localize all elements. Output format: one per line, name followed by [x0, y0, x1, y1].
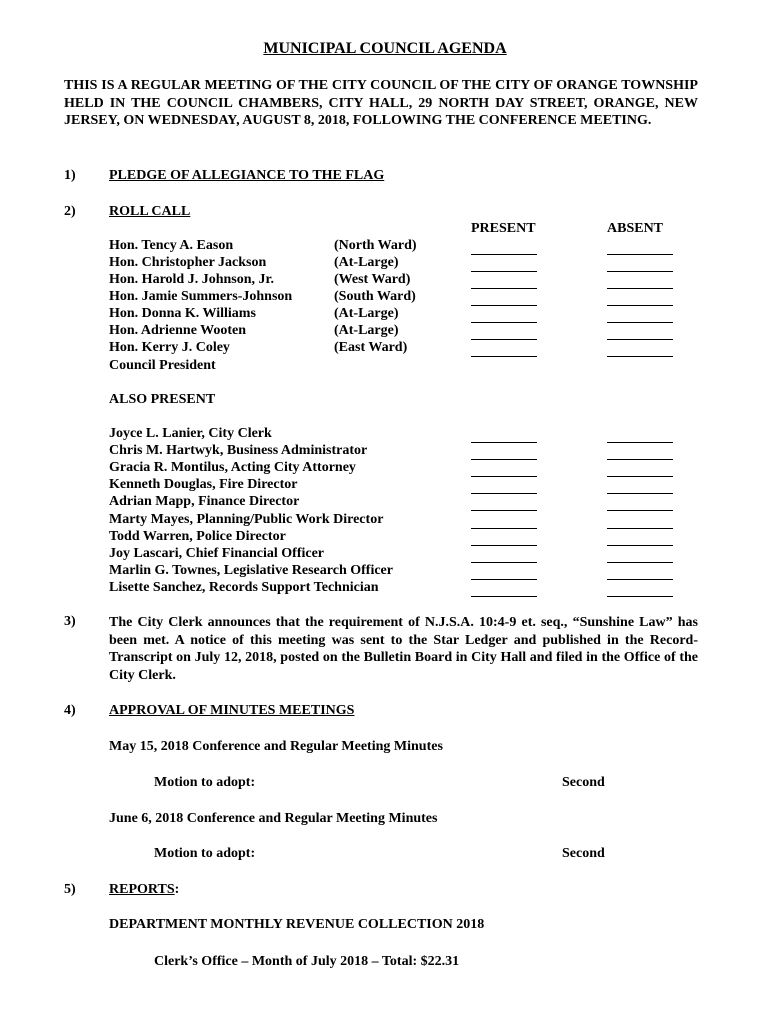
- member-name: Hon. Christopher Jackson: [109, 255, 267, 270]
- member-name: Hon. Tency A. Eason: [109, 238, 234, 253]
- present-blank: [471, 493, 537, 494]
- absent-blank: [607, 356, 673, 357]
- present-column-header: PRESENT: [471, 221, 536, 236]
- present-blank: [471, 339, 537, 340]
- absent-blank: [607, 528, 673, 529]
- reports-heading-text: REPORTS: [109, 882, 175, 897]
- official-name: Kenneth Douglas, Fire Director: [109, 477, 298, 493]
- absent-blank: [607, 562, 673, 563]
- second-label: Second: [562, 846, 605, 861]
- member-ward: (East Ward): [334, 340, 408, 355]
- present-blank: [471, 476, 537, 477]
- absent-blank: [607, 339, 673, 340]
- official-name: Joy Lascari, Chief Financial Officer: [109, 545, 325, 561]
- official-name: Gracia R. Montilus, Acting City Attorney: [109, 460, 356, 476]
- absent-blank: [607, 596, 673, 597]
- absent-blank: [607, 322, 673, 323]
- present-blank: [471, 545, 537, 546]
- absent-blank: [607, 442, 673, 443]
- official-name: Adrian Mapp, Finance Director: [109, 494, 300, 510]
- absent-blank: [607, 459, 673, 460]
- present-blank: [471, 254, 537, 255]
- absent-blank: [607, 579, 673, 580]
- sunshine-law-notice: The City Clerk announces that the requirement of N.J.S.A. 10:4-9 et. seq., “Sunshine Law” has been met. A notice of this meeting was sent to the Star Ledger and published in the Record-Transcript on July 12, 2018, posted on the Bulletin Board in City Hall and filed in the Office of the City Clerk.: [109, 615, 698, 683]
- official-name: Marlin G. Townes, Legislative Research Officer: [109, 562, 393, 578]
- present-blank: [471, 459, 537, 460]
- reports-heading-colon: :: [174, 882, 180, 897]
- present-blank: [471, 596, 537, 597]
- absent-blank: [607, 493, 673, 494]
- present-blank: [471, 442, 537, 443]
- member-name: Hon. Donna K. Williams: [109, 306, 256, 321]
- item-heading-minutes: APPROVAL OF MINUTES MEETINGS: [109, 703, 355, 718]
- official-name: Chris M. Hartwyk, Business Administrator: [109, 443, 368, 459]
- present-blank: [471, 271, 537, 272]
- absent-blank: [607, 476, 673, 477]
- item-number-1: 1): [64, 168, 76, 183]
- member-ward: (South Ward): [334, 289, 416, 304]
- revenue-subheading: DEPARTMENT MONTHLY REVENUE COLLECTION 2018: [109, 917, 485, 932]
- present-blank: [471, 288, 537, 289]
- member-ward: (At-Large): [334, 255, 399, 270]
- absent-column-header: ABSENT: [607, 221, 664, 236]
- absent-blank: [607, 305, 673, 306]
- member-ward: (At-Large): [334, 306, 399, 321]
- present-blank: [471, 528, 537, 529]
- present-blank: [471, 562, 537, 563]
- official-name: Joyce L. Lanier, City Clerk: [109, 426, 272, 441]
- present-blank: [471, 305, 537, 306]
- member-name: Hon. Kerry J. Coley: [109, 340, 230, 355]
- official-name: Todd Warren, Police Director: [109, 528, 286, 544]
- minutes-title: June 6, 2018 Conference and Regular Meeting Minutes: [109, 811, 438, 826]
- minutes-title: May 15, 2018 Conference and Regular Meeting Minutes: [109, 739, 443, 754]
- absent-blank: [607, 254, 673, 255]
- absent-blank: [607, 545, 673, 546]
- council-president-title: Council President: [109, 358, 216, 373]
- absent-blank: [607, 510, 673, 511]
- present-blank: [471, 510, 537, 511]
- member-ward: (North Ward): [334, 238, 417, 253]
- item-number-4: 4): [64, 703, 76, 718]
- also-present-label: ALSO PRESENT: [109, 392, 216, 407]
- motion-label: Motion to adopt:: [154, 846, 256, 861]
- present-blank: [471, 322, 537, 323]
- member-name: Hon. Adrienne Wooten: [109, 323, 247, 338]
- present-blank: [471, 579, 537, 580]
- official-name: Marty Mayes, Planning/Public Work Director: [109, 511, 384, 527]
- clerk-revenue-line: Clerk’s Office – Month of July 2018 – Total: $22.31: [154, 954, 460, 969]
- official-name: Lisette Sanchez, Records Support Technician: [109, 579, 379, 595]
- item-heading-pledge: PLEDGE OF ALLEGIANCE TO THE FLAG: [109, 168, 385, 183]
- item-number-5: 5): [64, 882, 76, 897]
- item-heading-roll-call: ROLL CALL: [109, 204, 191, 219]
- second-label: Second: [562, 775, 605, 790]
- absent-blank: [607, 288, 673, 289]
- member-ward: (At-Large): [334, 323, 399, 338]
- present-blank: [471, 356, 537, 357]
- item-heading-reports: [109, 882, 179, 898]
- member-name: Hon. Jamie Summers-Johnson: [109, 289, 293, 304]
- item-number-3: 3): [64, 614, 76, 629]
- intro-paragraph: THIS IS A REGULAR MEETING OF THE CITY COUNCIL OF THE CITY OF ORANGE TOWNSHIP HELD IN THE COUNCIL CHAMBERS, CITY HALL, 29 NORTH DAY STREET, ORANGE, NEW JERSEY, ON WEDNESDAY, AUGUST 8, 2018, FOLLOWING THE CONFERENCE MEETING.: [64, 78, 698, 129]
- agenda-title: MUNICIPAL COUNCIL AGENDA: [263, 40, 507, 57]
- absent-blank: [607, 271, 673, 272]
- member-name: Hon. Harold J. Johnson, Jr.: [109, 272, 274, 287]
- motion-label: Motion to adopt:: [154, 775, 256, 790]
- item-number-2: 2): [64, 204, 76, 219]
- member-ward: (West Ward): [334, 272, 411, 287]
